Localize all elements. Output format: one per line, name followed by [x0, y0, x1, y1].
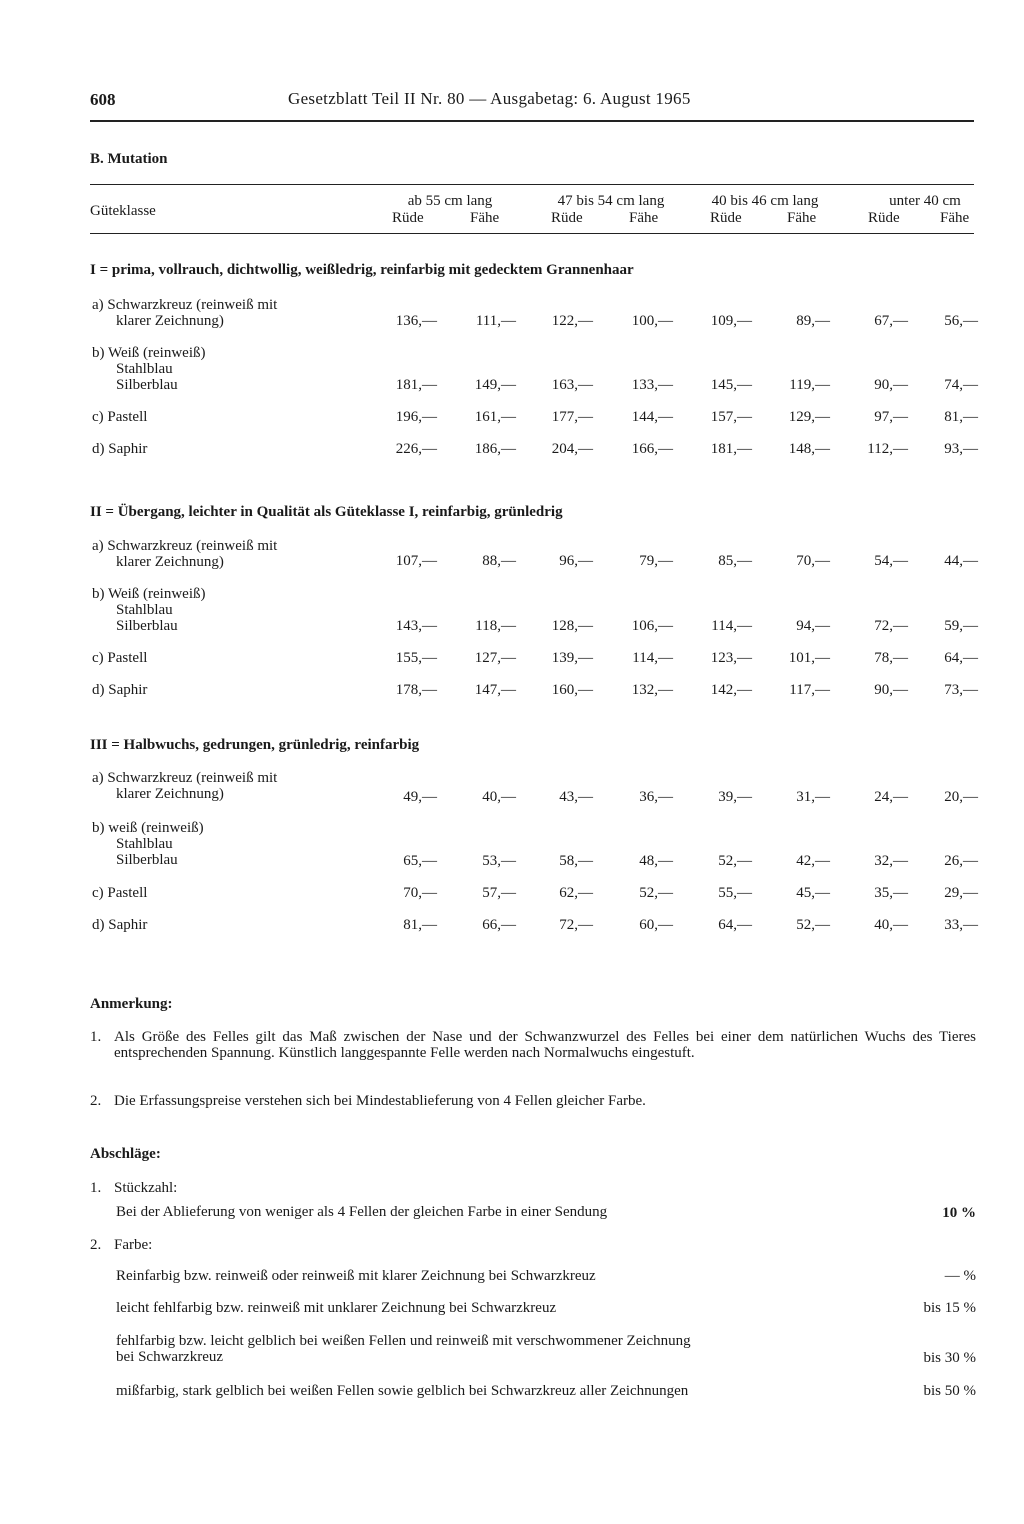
price-cell: 65,— — [403, 853, 437, 869]
deduction-text: Reinfarbig bzw. reinweiß oder reinweiß mit klarer Zeichnung bei Schwarzkreuz — [116, 1268, 596, 1284]
price-cell: 52,— — [718, 853, 752, 869]
price-cell: 35,— — [874, 885, 908, 901]
size-group-4: unter 40 cm — [889, 193, 961, 209]
row-label — [92, 538, 277, 570]
row-label — [92, 820, 204, 868]
price-cell: 143,— — [395, 618, 437, 634]
note-number: 2. — [90, 1093, 102, 1109]
row-text: Silberblau — [116, 852, 178, 868]
price-cell: 155,— — [395, 650, 437, 666]
row-text: klarer Zeichnung) — [116, 313, 224, 329]
header-rule — [90, 120, 974, 122]
row-text: Silberblau — [116, 377, 178, 393]
price-cell: 93,— — [944, 441, 978, 457]
row-label — [92, 586, 205, 634]
price-cell: 109,— — [710, 313, 752, 329]
price-cell: 186,— — [474, 441, 516, 457]
row-text: Pastell — [107, 409, 148, 425]
row-text: Schwarzkreuz (reinweiß mit — [107, 770, 278, 786]
price-cell: 181,— — [395, 377, 437, 393]
price-cell: 62,— — [559, 885, 593, 901]
page-number: 608 — [90, 90, 116, 109]
deduction-number: 2. — [90, 1237, 102, 1253]
row-text: Silberblau — [116, 618, 178, 634]
notes-heading: Anmerkung: — [90, 996, 173, 1012]
price-cell: 81,— — [403, 917, 437, 933]
row-text: Saphir — [108, 917, 148, 933]
price-cell: 48,— — [639, 853, 673, 869]
price-cell: 117,— — [789, 682, 830, 698]
price-cell: 145,— — [710, 377, 752, 393]
header-female-4: Fähe — [940, 210, 970, 226]
row-text: Weiß (reinweiß) — [107, 586, 206, 602]
deduction-value: — % — [944, 1268, 976, 1284]
deduction-value: bis 50 % — [923, 1383, 976, 1399]
row-text: klarer Zeichnung) — [116, 786, 224, 802]
row-letter: a) — [92, 770, 104, 786]
price-cell: 160,— — [551, 682, 593, 698]
price-cell: 122,— — [551, 313, 593, 329]
row-letter: b) — [92, 345, 105, 361]
price-cell: 52,— — [639, 885, 673, 901]
header-male-2: Rüde — [551, 210, 583, 226]
price-cell: 114,— — [711, 618, 752, 634]
price-cell: 114,— — [632, 650, 673, 666]
price-cell: 166,— — [631, 441, 673, 457]
row-label — [92, 650, 147, 666]
deduction-title: Stückzahl: — [114, 1180, 178, 1196]
row-letter: b) — [92, 820, 105, 836]
row-letter: d) — [92, 682, 105, 698]
price-cell: 161,— — [474, 409, 516, 425]
price-cell: 52,— — [796, 917, 830, 933]
price-cell: 96,— — [559, 553, 593, 569]
price-cell: 78,— — [874, 650, 908, 666]
price-cell: 148,— — [788, 441, 830, 457]
deduction-text: Bei der Ablieferung von weniger als 4 Fellen der gleichen Farbe in einer Sendung — [116, 1204, 608, 1220]
price-cell: 144,— — [631, 409, 673, 425]
price-cell: 118,— — [475, 618, 516, 634]
row-text: Stahlblau — [116, 836, 173, 852]
row-text: Pastell — [107, 650, 148, 666]
price-cell: 101,— — [788, 650, 830, 666]
size-group-3: 40 bis 46 cm lang — [711, 193, 819, 209]
deductions-heading: Abschläge: — [90, 1146, 161, 1162]
row-text: Saphir — [108, 682, 148, 698]
class-title: II = Übergang, leichter in Qualität als Güteklasse I, reinfarbig, grünledrig — [90, 504, 563, 520]
price-cell: 70,— — [796, 553, 830, 569]
price-cell: 64,— — [718, 917, 752, 933]
price-cell: 73,— — [944, 682, 978, 698]
price-cell: 55,— — [718, 885, 752, 901]
row-text: Stahlblau — [116, 361, 173, 377]
header-male-4: Rüde — [868, 210, 900, 226]
price-cell: 81,— — [944, 409, 978, 425]
class-title: III = Halbwuchs, gedrungen, grünledrig, reinfarbig — [90, 737, 420, 753]
price-cell: 60,— — [639, 917, 673, 933]
price-cell: 111,— — [475, 313, 516, 329]
price-cell: 136,— — [395, 313, 437, 329]
deduction-value: bis 30 % — [923, 1350, 976, 1366]
row-label — [92, 770, 277, 802]
price-cell: 133,— — [631, 377, 673, 393]
row-label — [92, 297, 277, 329]
price-cell: 29,— — [944, 885, 978, 901]
price-cell: 97,— — [874, 409, 908, 425]
price-cell: 58,— — [559, 853, 593, 869]
price-cell: 100,— — [631, 313, 673, 329]
row-text: Pastell — [107, 885, 148, 901]
row-label — [92, 917, 147, 933]
deduction-value: 10 % — [942, 1205, 976, 1221]
price-cell: 36,— — [639, 789, 673, 805]
price-cell: 43,— — [559, 789, 593, 805]
deduction-text: mißfarbig, stark gelblich bei weißen Fellen sowie gelblich bei Schwarzkreuz aller Zeichnungen — [116, 1383, 689, 1399]
row-letter: d) — [92, 917, 105, 933]
row-letter: c) — [92, 885, 104, 901]
row-label — [92, 345, 205, 393]
price-cell: 90,— — [874, 682, 908, 698]
price-cell: 24,— — [874, 789, 908, 805]
price-cell: 32,— — [874, 853, 908, 869]
price-cell: 57,— — [482, 885, 516, 901]
price-cell: 178,— — [395, 682, 437, 698]
price-cell: 66,— — [482, 917, 516, 933]
price-cell: 147,— — [474, 682, 516, 698]
price-cell: 40,— — [482, 789, 516, 805]
price-cell: 139,— — [551, 650, 593, 666]
row-letter: c) — [92, 650, 104, 666]
price-cell: 42,— — [796, 853, 830, 869]
note-number: 1. — [90, 1029, 102, 1045]
price-cell: 79,— — [639, 553, 673, 569]
table-top-rule — [90, 184, 974, 185]
header-male-3: Rüde — [710, 210, 742, 226]
price-cell: 53,— — [482, 853, 516, 869]
price-cell: 56,— — [944, 313, 978, 329]
deduction-text: fehlfarbig bzw. leicht gelblich bei weißen Fellen und reinweiß mit verschwommener Zeichnung — [116, 1333, 691, 1349]
price-cell: 226,— — [395, 441, 437, 457]
price-cell: 107,— — [395, 553, 437, 569]
price-cell: 88,— — [482, 553, 516, 569]
price-cell: 90,— — [874, 377, 908, 393]
price-cell: 44,— — [944, 553, 978, 569]
row-label — [92, 441, 147, 457]
price-cell: 72,— — [874, 618, 908, 634]
price-cell: 49,— — [403, 789, 437, 805]
row-letter: a) — [92, 297, 104, 313]
row-letter: d) — [92, 441, 105, 457]
price-cell: 40,— — [874, 917, 908, 933]
row-text: Stahlblau — [116, 602, 173, 618]
row-text: Weiß (reinweiß) — [107, 345, 206, 361]
deduction-title: Farbe: — [114, 1237, 153, 1253]
price-cell: 54,— — [874, 553, 908, 569]
price-cell: 70,— — [403, 885, 437, 901]
row-letter: c) — [92, 409, 104, 425]
price-cell: 89,— — [796, 313, 830, 329]
row-label — [92, 682, 147, 698]
header-female-1: Fähe — [470, 210, 500, 226]
deduction-number: 1. — [90, 1180, 102, 1196]
header-female-2: Fähe — [629, 210, 659, 226]
row-text: Saphir — [108, 441, 148, 457]
note-text: Als Größe des Felles gilt das Maß zwischen der Nase und der Schwanzwurzel des Felles bei einer dem natürlichen Wuchs des Tieres entsprechenden Spannung. Künstlich langgespannte Felle werden nach Normalwuchs eingestuft. — [114, 1029, 976, 1061]
size-group-1: ab 55 cm lang — [407, 193, 493, 209]
price-cell: 128,— — [551, 618, 593, 634]
price-cell: 142,— — [710, 682, 752, 698]
price-cell: 127,— — [474, 650, 516, 666]
row-letter: b) — [92, 586, 105, 602]
deduction-text: leicht fehlfarbig bzw. reinweiß mit unklarer Zeichnung bei Schwarzkreuz — [116, 1300, 557, 1316]
price-cell: 26,— — [944, 853, 978, 869]
price-cell: 20,— — [944, 789, 978, 805]
deduction-text: bei Schwarzkreuz — [116, 1349, 224, 1365]
price-cell: 157,— — [710, 409, 752, 425]
row-text: Schwarzkreuz (reinweiß mit — [107, 538, 278, 554]
price-cell: 39,— — [718, 789, 752, 805]
table-header-rule — [90, 233, 974, 234]
price-cell: 74,— — [944, 377, 978, 393]
price-cell: 177,— — [551, 409, 593, 425]
price-cell: 119,— — [789, 377, 830, 393]
deduction-value: bis 15 % — [923, 1300, 976, 1316]
row-letter: a) — [92, 538, 104, 554]
price-cell: 72,— — [559, 917, 593, 933]
page-title: Gesetzblatt Teil II Nr. 80 — Ausgabetag: 6. August 1965 — [288, 89, 691, 108]
note-text: Die Erfassungspreise verstehen sich bei Mindestablieferung von 4 Fellen gleicher Farbe. — [114, 1093, 646, 1109]
size-group-2: 47 bis 54 cm lang — [557, 193, 665, 209]
price-cell: 123,— — [710, 650, 752, 666]
price-cell: 85,— — [718, 553, 752, 569]
price-cell: 59,— — [944, 618, 978, 634]
price-cell: 129,— — [788, 409, 830, 425]
price-cell: 112,— — [867, 441, 908, 457]
price-cell: 45,— — [796, 885, 830, 901]
price-cell: 31,— — [796, 789, 830, 805]
row-text: Schwarzkreuz (reinweiß mit — [107, 297, 278, 313]
class-title: I = prima, vollrauch, dichtwollig, weißledrig, reinfarbig mit gedecktem Grannenhaar — [90, 262, 634, 278]
price-cell: 67,— — [874, 313, 908, 329]
price-cell: 196,— — [395, 409, 437, 425]
column-label: Güteklasse — [90, 203, 156, 219]
row-text: weiß (reinweiß) — [108, 820, 204, 836]
price-cell: 132,— — [631, 682, 673, 698]
price-cell: 94,— — [796, 618, 830, 634]
price-cell: 163,— — [551, 377, 593, 393]
header-male-1: Rüde — [392, 210, 424, 226]
row-label — [92, 409, 147, 425]
price-cell: 33,— — [944, 917, 978, 933]
price-cell: 181,— — [710, 441, 752, 457]
header-female-3: Fähe — [787, 210, 817, 226]
price-cell: 149,— — [474, 377, 516, 393]
price-cell: 204,— — [551, 441, 593, 457]
section-title: B. Mutation — [90, 151, 168, 167]
row-text: klarer Zeichnung) — [116, 554, 224, 570]
price-cell: 64,— — [944, 650, 978, 666]
row-label — [92, 885, 147, 901]
price-cell: 106,— — [631, 618, 673, 634]
